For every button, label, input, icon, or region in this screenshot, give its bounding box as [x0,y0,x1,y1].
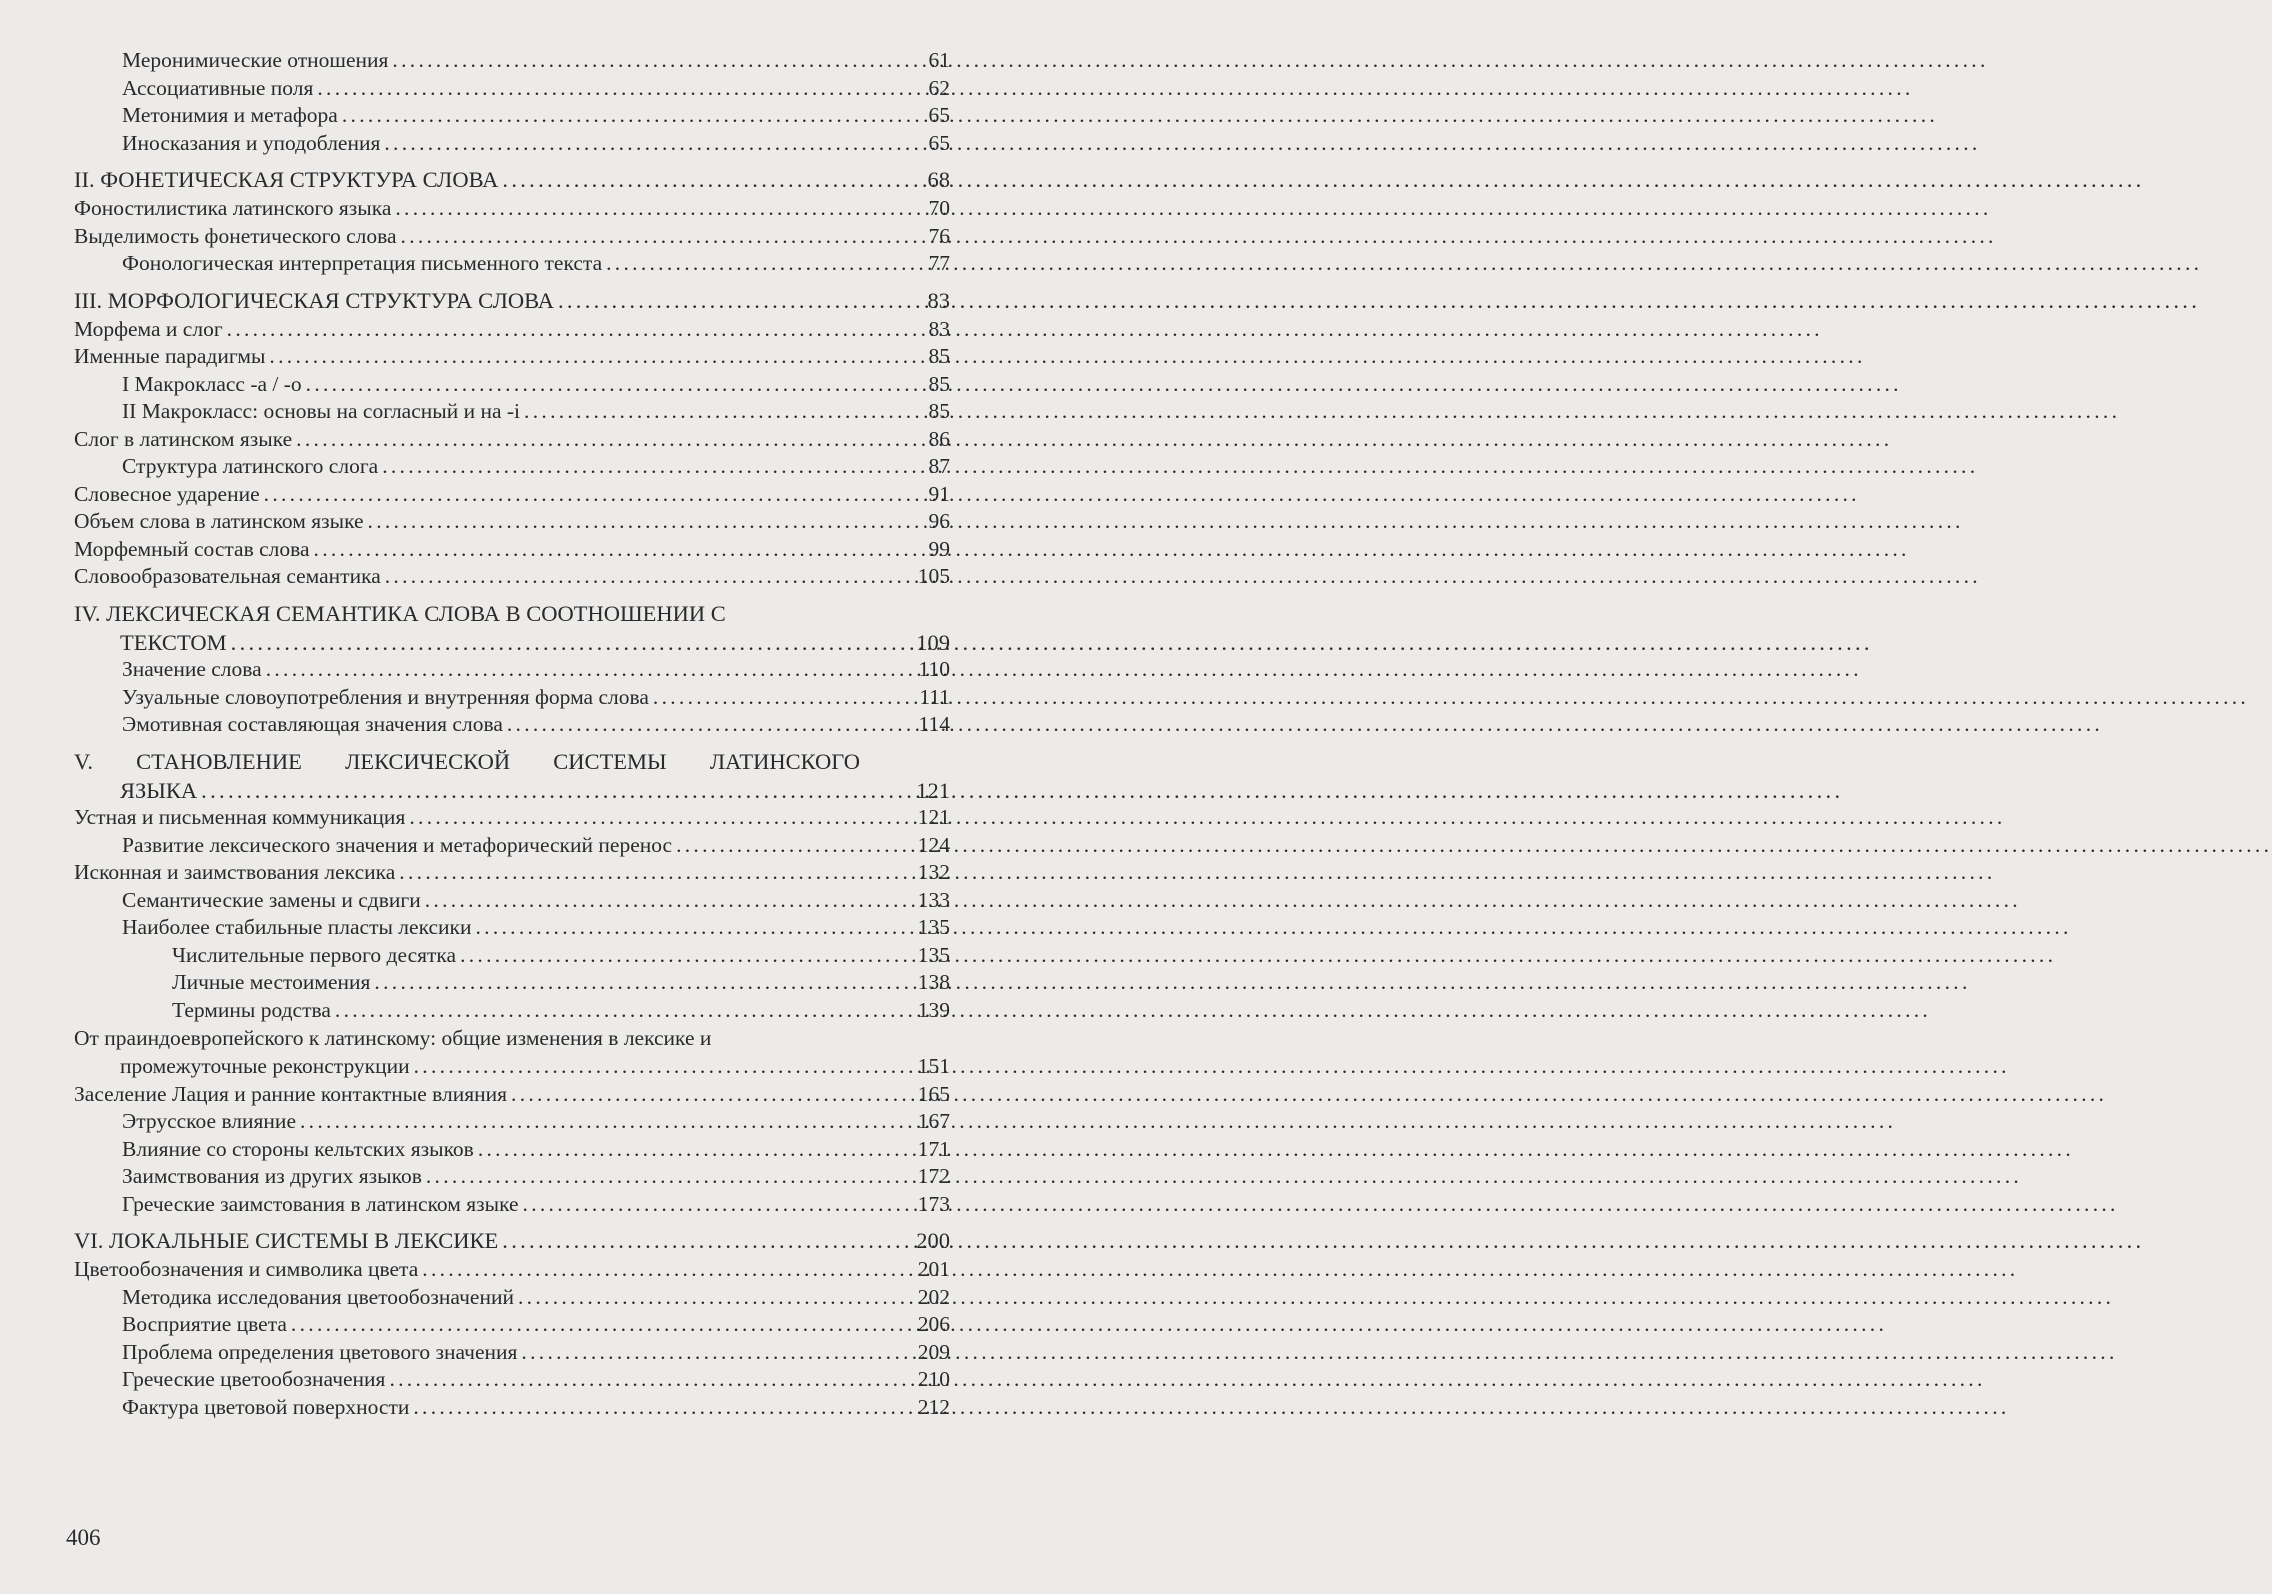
leader-dots [368,508,880,536]
toc-page-number: 62 [928,75,950,100]
toc-page-number: 210 [917,1367,950,1391]
leader-dots [399,859,880,887]
leader-dots [606,250,880,278]
toc-page-number: 87 [928,454,950,478]
toc-entry-title-continued: ЯЗЫКА [120,777,198,803]
leader-dots [296,426,880,454]
leader-dots [478,1136,880,1164]
toc-entry [74,563,950,591]
leader-dots [317,75,880,103]
toc-entry-title: Исконная и заимствования лексика [74,860,396,884]
toc-entry-title: VI. ЛОКАЛЬНЫЕ СИСТЕМЫ В ЛЕКСИКЕ [74,1228,499,1253]
leader-dots [395,195,880,223]
toc-page-number: 165 [917,1081,950,1106]
toc-chapter [74,1226,950,1256]
toc-entry-title: Иносказания и уподобления [122,130,381,155]
toc-page-number: 139 [917,997,950,1022]
toc-chapter [74,165,950,195]
leader-dots [426,1163,880,1191]
leader-dots [384,130,880,158]
toc-entry-title: Цветообозначения и символика цвета [74,1257,419,1281]
toc-page-number: 135 [917,942,950,967]
toc-entry-title: Числительные первого десятка [172,942,457,967]
toc-page-number: 70 [928,196,950,220]
toc-entry-title: Личные местоимения [172,970,371,994]
leader-dots [511,1081,880,1109]
toc-entry [74,1024,950,1081]
toc-entry-title: Выделимость фонетического слова [74,223,397,248]
leader-dots [266,656,880,684]
leader-dots [231,629,880,657]
toc-entry [74,711,950,739]
toc-entry [74,47,950,75]
toc-entry-title: Термины родства [172,997,331,1022]
toc-page-number: 68 [927,167,950,192]
toc-chapter [74,286,950,316]
toc-page-number: 76 [928,223,950,248]
toc-page-number: 124 [917,832,950,857]
leader-dots [524,398,880,426]
toc-entry [74,398,950,426]
leader-dots [413,1394,880,1422]
toc-entry-title: Структура латинского слога [122,454,379,478]
toc-page-number: 212 [917,1394,950,1419]
toc-entry-title: Морфемный состав слова [74,536,310,561]
leader-dots [502,165,880,195]
toc-page-number: 85 [928,344,950,368]
leader-dots [392,47,880,75]
toc-page-number: 171 [917,1136,950,1161]
toc-page-number: 173 [917,1191,950,1216]
leader-dots [342,102,880,130]
toc-page-number: 200 [916,1228,950,1253]
toc-entry [74,371,950,399]
toc-page-number: 133 [917,887,950,912]
toc-page-number: 110 [918,657,950,681]
toc-page-number: 121 [916,777,950,803]
leader-dots [558,286,880,316]
toc-entry [74,1394,950,1422]
toc-page-number: 77 [928,251,950,275]
leader-dots [523,1191,880,1219]
toc-page-number: 61 [928,48,950,72]
toc-entry-title: Греческие заимстования в латинском языке [122,1191,519,1216]
toc-entry [74,859,950,887]
toc-entry [74,316,950,344]
leader-dots [385,563,880,591]
toc-entry [74,343,950,371]
toc-page-number: 172 [917,1164,950,1188]
toc-entry [74,453,950,481]
toc-entry [74,130,950,158]
leader-dots [460,942,880,970]
leader-dots [335,997,880,1025]
leader-dots [422,1256,880,1284]
toc-entry-continuation [74,629,950,657]
toc-page-number: 109 [916,629,950,655]
toc-entry-title: IV. ЛЕКСИЧЕСКАЯ СЕМАНТИКА СЛОВА В СООТНОШЕНИИ С [74,600,726,626]
leader-dots [264,481,880,509]
leader-dots [389,1366,880,1394]
toc-entry-title: II. ФОНЕТИЧЕСКАЯ СТРУКТУРА СЛОВА [74,167,499,192]
toc-entry [74,1256,950,1284]
toc-entry-title: Метонимия и метафора [122,103,338,127]
toc-page-number: 105 [917,564,950,588]
toc-entry [74,1136,950,1164]
toc-entry-title: Морфема и слог [74,316,223,341]
toc-entry-title: Восприятие цвета [122,1312,287,1336]
toc-entry-title: Меронимические отношения [122,48,389,72]
toc-entry-title: Устная и письменная коммуникация [74,805,406,829]
leader-dots [382,453,880,481]
toc-entry [74,684,950,712]
toc-entry [74,969,950,997]
toc-entry-title: Наиболее стабильные пласты лексики [122,915,472,939]
leader-dots [300,1108,880,1136]
toc-chapter [74,747,950,805]
toc-entry-title: Фоностилистика латинского языка [74,196,392,220]
toc-entry-title: Развитие лексического значения и метафорический перенос [122,832,673,857]
toc-entry-title: Объем слова в латинском языке [74,509,364,533]
page-number: 406 [66,1525,101,1550]
toc-entry [74,997,950,1025]
toc-entry-title: Словообразовательная семантика [74,564,381,588]
toc-entry [74,195,950,223]
toc-page-number: 99 [928,536,950,561]
toc-page-number: 65 [928,103,950,127]
leader-dots [409,804,880,832]
toc-page-number: 151 [917,1054,950,1078]
toc-page-number: 65 [928,130,950,155]
toc-entry [74,942,950,970]
toc-entry-title: Семантические замены и сдвиги [122,887,421,912]
toc-entry-title: Фонологическая интерпретация письменного текста [122,251,603,275]
toc-entry-continuation [74,1053,950,1081]
toc-entry [74,887,950,915]
leader-dots [502,1226,880,1256]
leader-dots [475,914,880,942]
toc-entry [74,536,950,564]
leader-dots [227,316,880,344]
toc-entry-title: Греческие цветообозначения [122,1367,386,1391]
toc-entry-title: Эмотивная составляющая значения слова [122,712,503,736]
toc-entry [74,832,950,860]
leader-dots [676,832,880,860]
toc-entry-title: V. СТАНОВЛЕНИЕ ЛЕКСИЧЕСКОЙ СИСТЕМЫ ЛАТИНСКОГО [74,748,860,774]
toc-entry-continuation [74,777,950,805]
toc-page-number: 121 [917,805,950,829]
toc-entry-title: Значение слова [122,657,262,681]
toc-entry [74,102,950,130]
leader-dots [314,536,880,564]
toc-page-number: 83 [928,316,950,341]
toc-entry [74,75,950,103]
toc-entry [74,914,950,942]
leader-dots [374,969,880,997]
toc-entry-title: Этрусское влияние [122,1109,296,1133]
toc-entry-title: III. МОРФОЛОГИЧЕСКАЯ СТРУКТУРА СЛОВА [74,287,554,313]
toc-entry [74,426,950,454]
toc-entry [74,1339,950,1367]
toc-entry [74,508,950,536]
toc-entry [74,1284,950,1312]
table-of-contents [74,47,950,1421]
leader-dots [401,223,880,251]
leader-dots [291,1311,880,1339]
toc-entry-title: II Макрокласс: основы на согласный и на -i [122,399,521,423]
leader-dots [269,343,880,371]
toc-entry-title: Заселение Лация и ранние контактные влияния [74,1081,508,1106]
toc-entry-title: От праиндоевропейского к латинскому: общие изменения в лексике и [74,1026,712,1050]
leader-dots [521,1339,880,1367]
toc-page-number: 202 [917,1284,950,1309]
toc-entry [74,1191,950,1219]
toc-entry [74,223,950,251]
toc-entry-title: I Макрокласс -a / -o [122,371,302,396]
toc-entry [74,656,950,684]
toc-chapter [74,599,950,657]
toc-entry [74,804,950,832]
leader-dots [425,887,880,915]
toc-page-number: 85 [928,371,950,396]
toc-entry-title: Заимствования из других языков [122,1164,422,1188]
toc-entry [74,1163,950,1191]
toc-page-number: 138 [917,970,950,994]
toc-page-number: 135 [917,915,950,939]
toc-page-number: 114 [918,712,950,736]
toc-entry-title: Ассоциативные поля [122,75,314,100]
toc-page-number: 132 [917,860,950,884]
toc-page-number: 209 [917,1339,950,1364]
leader-dots [518,1284,880,1312]
toc-entry [74,1081,950,1109]
toc-page-number: 96 [928,509,950,533]
toc-entry-title: Влияние со стороны кельтских языков [122,1136,474,1161]
toc-entry-title: Именные парадигмы [74,344,266,368]
toc-entry-title-continued: промежуточные реконструкции [120,1054,410,1078]
toc-page-number: 86 [928,426,950,451]
toc-page-number: 85 [928,399,950,423]
toc-entry-title: Словесное ударение [74,481,260,506]
toc-entry-title: Слог в латинском языке [74,426,293,451]
toc-entry-title: Фактура цветовой поверхности [122,1394,410,1419]
toc-page-number: 91 [928,481,950,506]
leader-dots [507,711,880,739]
toc-entry [74,481,950,509]
toc-entry [74,250,950,278]
toc-entry [74,1311,950,1339]
toc-page-number: 111 [919,684,950,709]
leader-dots [306,371,880,399]
toc-entry-title: Проблема определения цветового значения [122,1339,518,1364]
toc-page-number: 201 [917,1257,950,1281]
toc-page-number: 167 [917,1109,950,1133]
toc-entry-title-continued: ТЕКСТОМ [120,629,227,655]
toc-entry-title: Методика исследования цветообозначений [122,1284,514,1309]
toc-page-number: 83 [927,287,950,313]
toc-page-number: 206 [917,1312,950,1336]
leader-dots [414,1053,880,1081]
toc-entry-title: Узуальные словоупотребления и внутренняя форма слова [122,684,649,709]
toc-entry [74,1366,950,1394]
leader-dots [653,684,880,712]
toc-entry [74,1108,950,1136]
leader-dots [201,777,880,805]
